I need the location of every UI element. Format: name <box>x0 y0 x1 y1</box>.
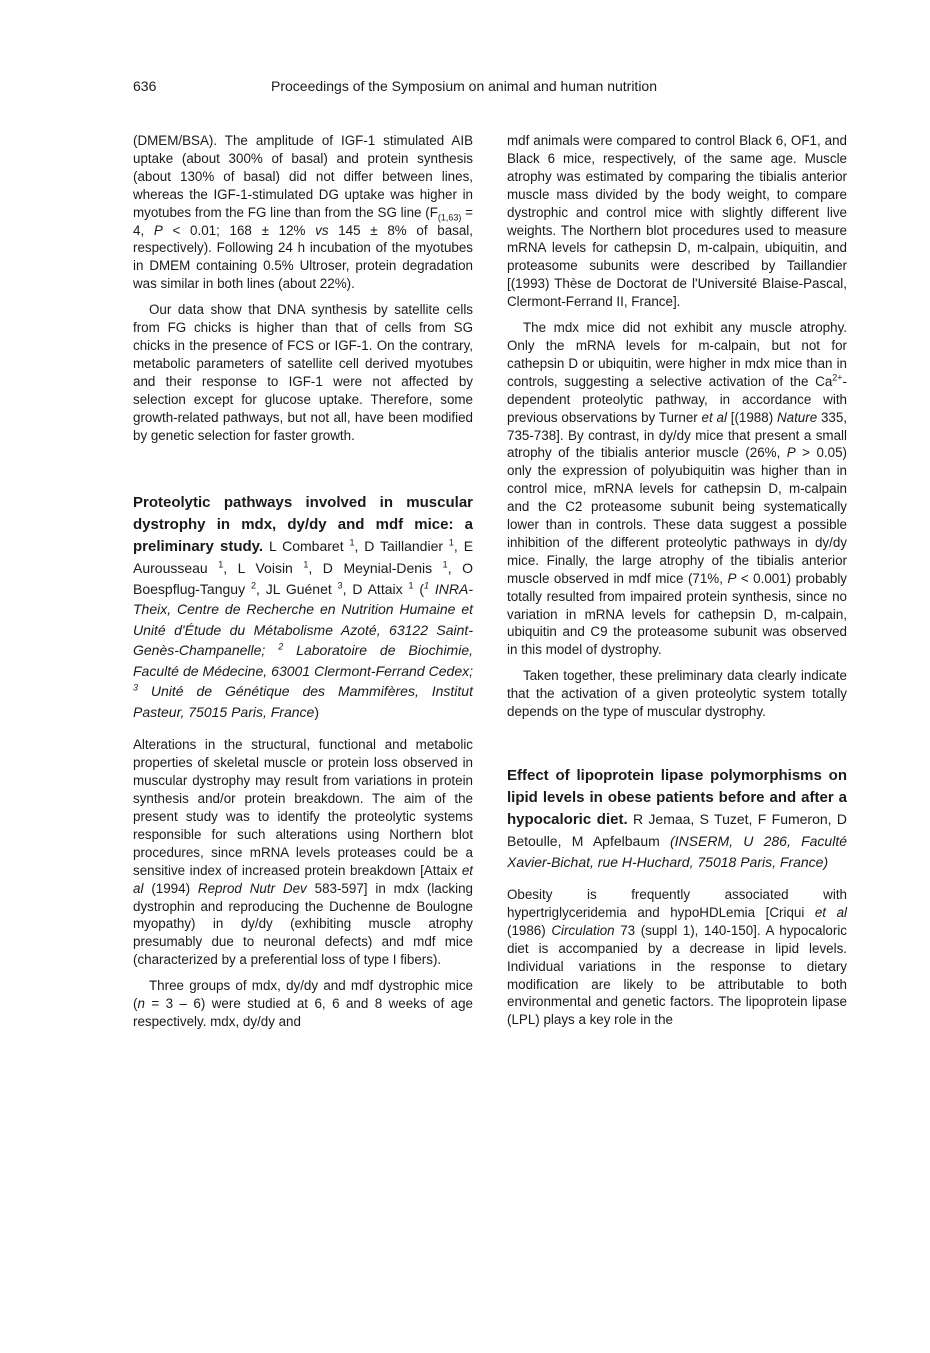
right-column <box>507 132 847 1037</box>
abstract-title: Effect of lipoprotein lipase polymorphisms on lipid levels in obese patients before and after a hypocaloric diet. <box>507 767 847 828</box>
paragraph: Alterations in the structural, functional and metabolic properties of skeletal muscle or protein loss observed in muscular dystrophy may result from variations in protein synthesis and/or protein breakdown. The aim of the present study was to identify the proteolytic systems responsible for such alterations using Northern blot procedures, since mRNA levels proteases could be a sensitive index of increased protein breakdown [Attaix et al (1994) Reprod Nutr Dev 583-597] in mdx (lacking dystrophin and reproducing the Duchenne de Boulogne myopathy) in dy/dy (exhibiting muscle atrophy presumably due to neuronal defects) and mdf mice (characterized by a preferential loss of type I fibers). <box>133 737 473 968</box>
abstract-affiliation: $^1$ INRA-Theix, Centre de Recherche en Nutrition Humaine et Unité d'Étude du Métabolisme Azoté, 63122 Saint-Genès-Champanelle; $^2$ Laboratoire de Biochimie, Faculté de Médecine, 63001 Clermont-Ferrand Cedex; $^3$ Unité de Génétique des Mammifères, Institut Pasteur, 75015 Paris, France <box>133 580 474 720</box>
abstract-title: Proteolytic pathways involved in muscular dystrophy in mdx, dy/dy and mdf mice: a preliminary study. <box>133 494 473 556</box>
abstract-authors: R Jemaa, S Tuzet, F Fumeron, D Betoulle, M Apfelbaum <box>507 811 847 849</box>
paragraph: Our data show that DNA synthesis by satellite cells from FG chicks is higher than that of cells from SG chicks in the presence of FCS or IGF-1. On the contrary, metabolic parameters of satellite cell derived myotubes and their response to IGF-1 were not affected by selection except for glucose uptake. Therefore, some growth-related pathways, but not all, have been modified by genetic selection for faster growth. <box>133 302 473 443</box>
left-column <box>133 132 473 1039</box>
abstract-heading <box>507 765 847 872</box>
page-header <box>133 76 843 96</box>
paragraph: (DMEM/BSA). The amplitude of IGF-1 stimulated AIB uptake (about 300% of basal) and protein synthesis (about 130% of basal) did not differ between lines, whereas the IGF-1-stimulated DG uptake was higher in myotubes from the FG line than from the SG line ($F_{(1,63)} = 4$, P < 0.01; 168 ± 12% vs 145 ± 8% of basal, respectively). Following 24 h incubation of the myotubes in DMEM containing 0.5% Ultroser, protein degradation was similar in both lines (about 22%). <box>133 133 473 292</box>
paragraph: Taken together, these preliminary data clearly indicate that the activation of a given proteolytic system totally depends on the type of muscular dystrophy. <box>507 668 847 720</box>
paragraph: The mdx mice did not exhibit any muscle atrophy. Only the mRNA levels for m-calpain, but not for cathepsin D or ubiquitin, were higher in mdx mice than in controls, suggesting a selective activation of the $Ca^{2+}$-dependent proteolytic pathway, in accordance with previous observations by Turner et al [(1988) Nature 335, 735-738]. By contrast, in dy/dy mice that present a small atrophy of the tibialis anterior muscle (26%, P > 0.05) only the expression of polyubiquitin was higher than in control mice, mRNA levels for cathepsin D, m-calpain and the C2 proteasome subunit being systematically lower than in controls. These data suggest a possible inhibition of the different proteolytic pathways in dy/dy mice. Finally, the large atrophy of the tibialis anterior muscle observed in mdf mice (71%, P < 0.001) probably totally resulted from impaired protein synthesis, since no variation in mRNA levels for cathepsin D, m-calpain, ubiquitin and C9 the proteasome subunit was observed in this model of dystrophy. <box>507 320 848 658</box>
abstract-affiliation: (INSERM, U 286, Faculté Xavier-Bichat, rue H-Huchard, 75018 Paris, France) <box>507 833 847 870</box>
abstract-heading: Proteolytic pathways involved in muscular dystrophy in mdx, dy/dy and mdf mice: a preliminary study. L Combaret $^1$, D Taillandier $^1$, E Aurousseau $^1$, L Voisin $^1$, D Meynial-Denis $^1$, O Boespflug-Tanguy $^2$, JL Guénet $^3$, D Attaix $^1$ ($^1$ INRA-Theix, Centre de Recherche en Nutrition Humaine et Unité d'Étude du Métabolisme Azoté, 63122 Saint-Genès-Champanelle; $^2$ Laboratoire de Biochimie, Faculté de Médecine, 63001 Clermont-Ferrand Cedex; $^3$ Unité de Génétique des Mammifères, Institut Pasteur, 75015 Paris, France) <box>133 494 474 720</box>
running-head: Proceedings of the Symposium on animal and human nutrition <box>271 78 657 94</box>
abstract-authors: L Combaret $^1$, D Taillandier $^1$, E Aurousseau $^1$, L Voisin $^1$, D Meynial-Denis $^1$, O Boespflug-Tanguy $^2$, JL Guénet $^3$, D Attaix $^1$ ( <box>133 537 474 597</box>
page-number: 636 <box>133 78 157 94</box>
paragraph: Obesity is frequently associated with hypertriglyceridemia and hypoHDLemia [Criqui et al (1986) Circulation 73 (suppl 1), 140-150]. A hypocaloric diet is accompanied by a decrease in lipid levels. Individual variations in the response to dietary modification are likely to be attributable to both environmental and genetic factors. The lipoprotein lipase (LPL) plays a key role in the <box>507 887 847 1028</box>
paragraph: Three groups of mdx, dy/dy and mdf dystrophic mice (n = 3 – 6) were studied at 6, 6 and 8 weeks of age respectively. mdx, dy/dy and <box>133 978 473 1029</box>
paragraph: mdf animals were compared to control Black 6, OF1, and Black 6 mice, respectively, of the same age. Muscle atrophy was estimated by comparing the tibialis anterior muscle mass divided by the body weight, to compare dystrophic and control mice with slightly different live weights. The Northern blot procedures used to measure mRNA levels for cathepsin D, m-calpain, ubiquitin, and proteasome subunits were described by Taillandier [(1993) Thèse de Doctorat de l'Université Blaise-Pascal, Clermont-Ferrand II, France]. <box>507 133 847 310</box>
